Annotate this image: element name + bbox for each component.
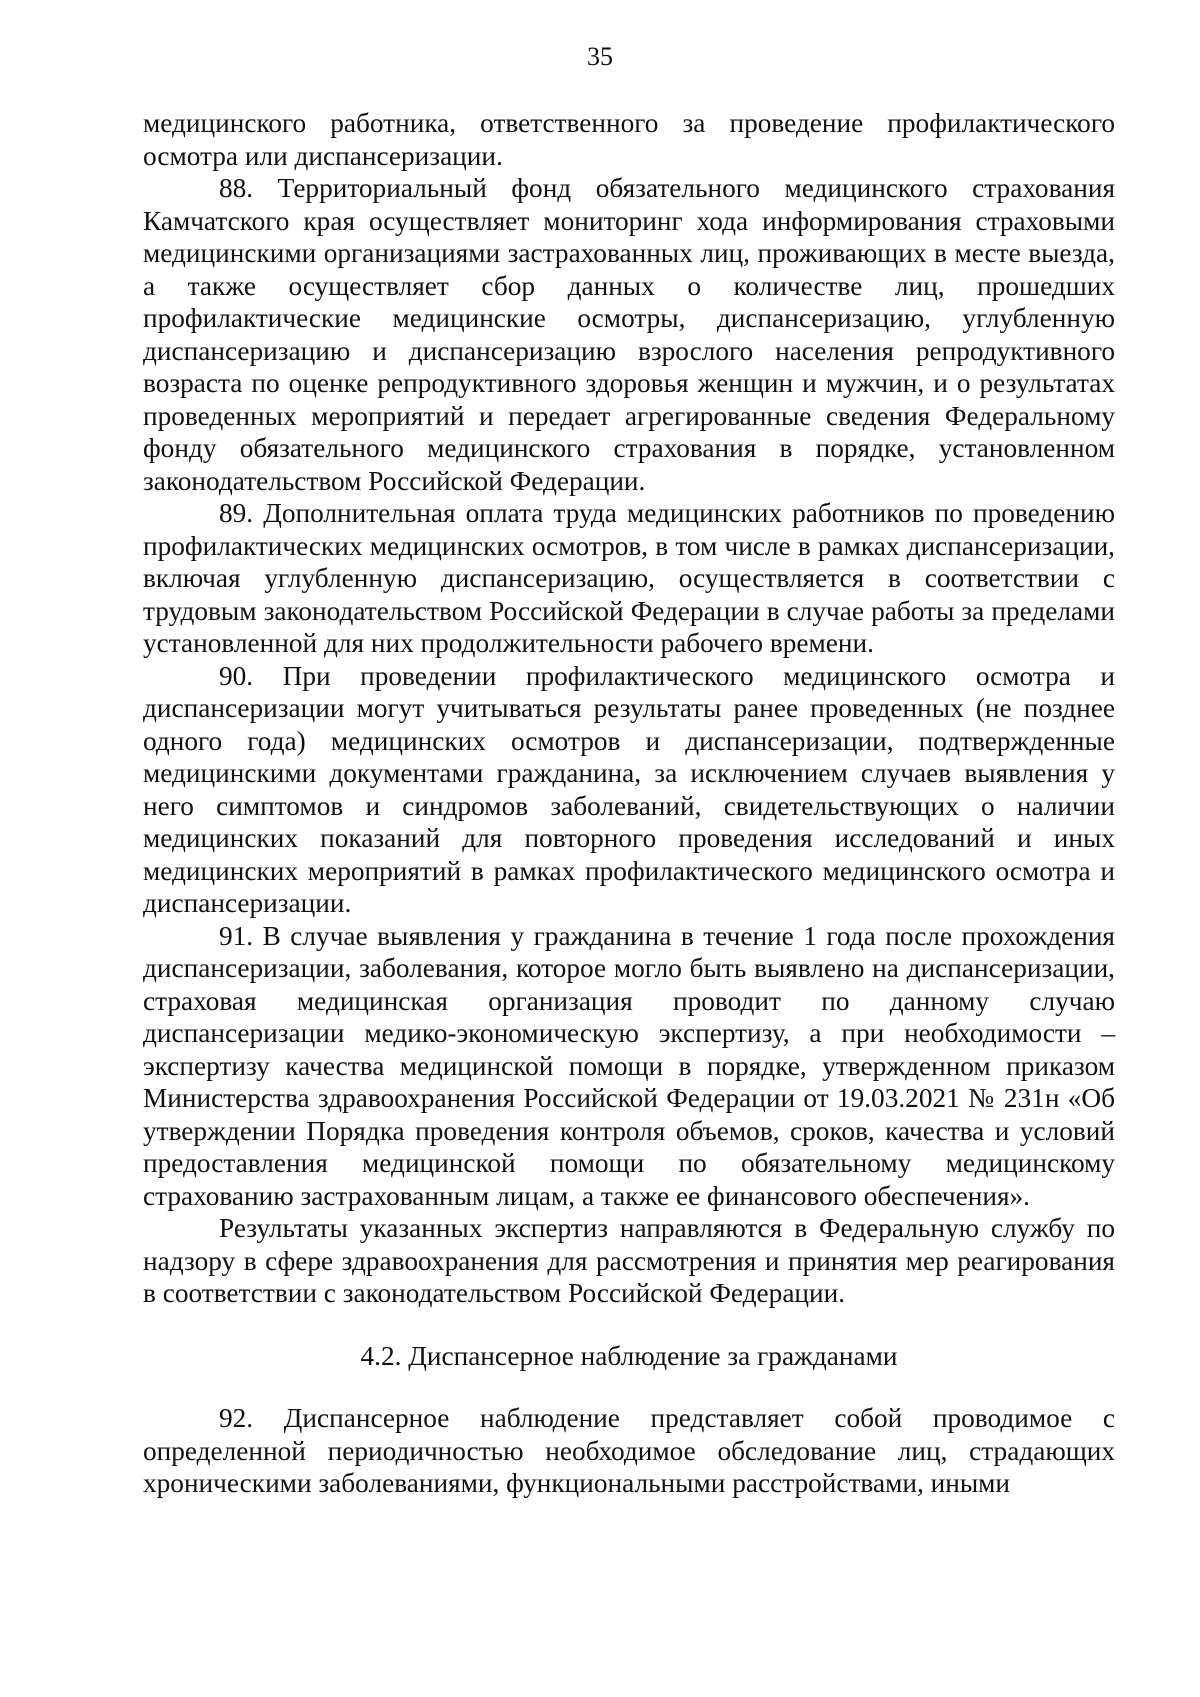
paragraph-91: 91. В случае выявления у гражданина в течение 1 года после прохождения диспансеризации, заболевания, которое могло быть выявлено на диспансеризации, страховая медицинская организация проводит по данному случаю диспансеризации медико-экономическую экспертизу, а при необходимости – экспертизу качества медицинской помощи в порядке, утвержденном приказом Министерства здравоохранения Российской Федерации от 19.03.2021 № 231н «Об утверждении Порядка проведения контроля объемов, сроков, качества и условий предоставления медицинской помощи по обязательному медицинскому страхованию застрахованным лицам, а также ее финансового обеспечения». [143, 920, 1115, 1211]
paragraph-90: 90. При проведении профилактического медицинского осмотра и диспансеризации могут учитываться результаты ранее проведенных (не позднее одного года) медицинских осмотров и диспансеризации, подтвержденные медицинскими документами гражданина, за исключением случаев выявления у него симптомов и синдромов заболеваний, свидетельствующих о наличии медицинских показаний для повторного проведения исследований и иных медицинских мероприятий в рамках профилактического медицинского осмотра и диспансеризации. [143, 660, 1115, 918]
section-heading: 4.2. Диспансерное наблюдение за гражданами [360, 1340, 898, 1371]
paragraph-89: 89. Дополнительная оплата труда медицинских работников по проведению профилактических медицинских осмотров, в том числе в рамках диспансеризации, включая углубленную диспансеризацию, осуществляется в соответствии с трудовым законодательством Российской Федерации в случае работы за пределами установленной для них продолжительности рабочего времени. [143, 498, 1115, 658]
paragraph-88: 88. Территориальный фонд обязательного медицинского страхования Камчатского края осуществляет мониторинг хода информирования страховыми медицинскими организациями застрахованных лиц, проживающих в месте выезда, а также осуществляет сбор данных о количестве лиц, прошедших профилактические медицинские осмотры, диспансеризацию, углубленную диспансеризацию и диспансеризацию взрослого населения репродуктивного возраста по оценке репродуктивного здоровья женщин и мужчин, и о результатах проведенных мероприятий и передает агрегированные сведения Федеральному фонду обязательного медицинского страхования в порядке, установленном законодательством Российской Федерации. [143, 173, 1115, 496]
document-body [143, 107, 1115, 1500]
paragraph-91-results: Результаты указанных экспертиз направляются в Федеральную службу по надзору в сфере здравоохранения для рассмотрения и принятия мер реагирования в соответствии с законодательством Российской Федерации. [143, 1213, 1115, 1308]
page-number: 35 [587, 42, 613, 71]
paragraph-92: 92. Диспансерное наблюдение представляет собой проводимое с определенной периодичностью необходимое обследование лиц, страдающих хроническими заболеваниями, функциональными расстройствами, иными [143, 1403, 1115, 1498]
paragraph-87-continuation: медицинского работника, ответственного за проведение профилактического осмотра или диспансеризации. [143, 108, 1115, 171]
